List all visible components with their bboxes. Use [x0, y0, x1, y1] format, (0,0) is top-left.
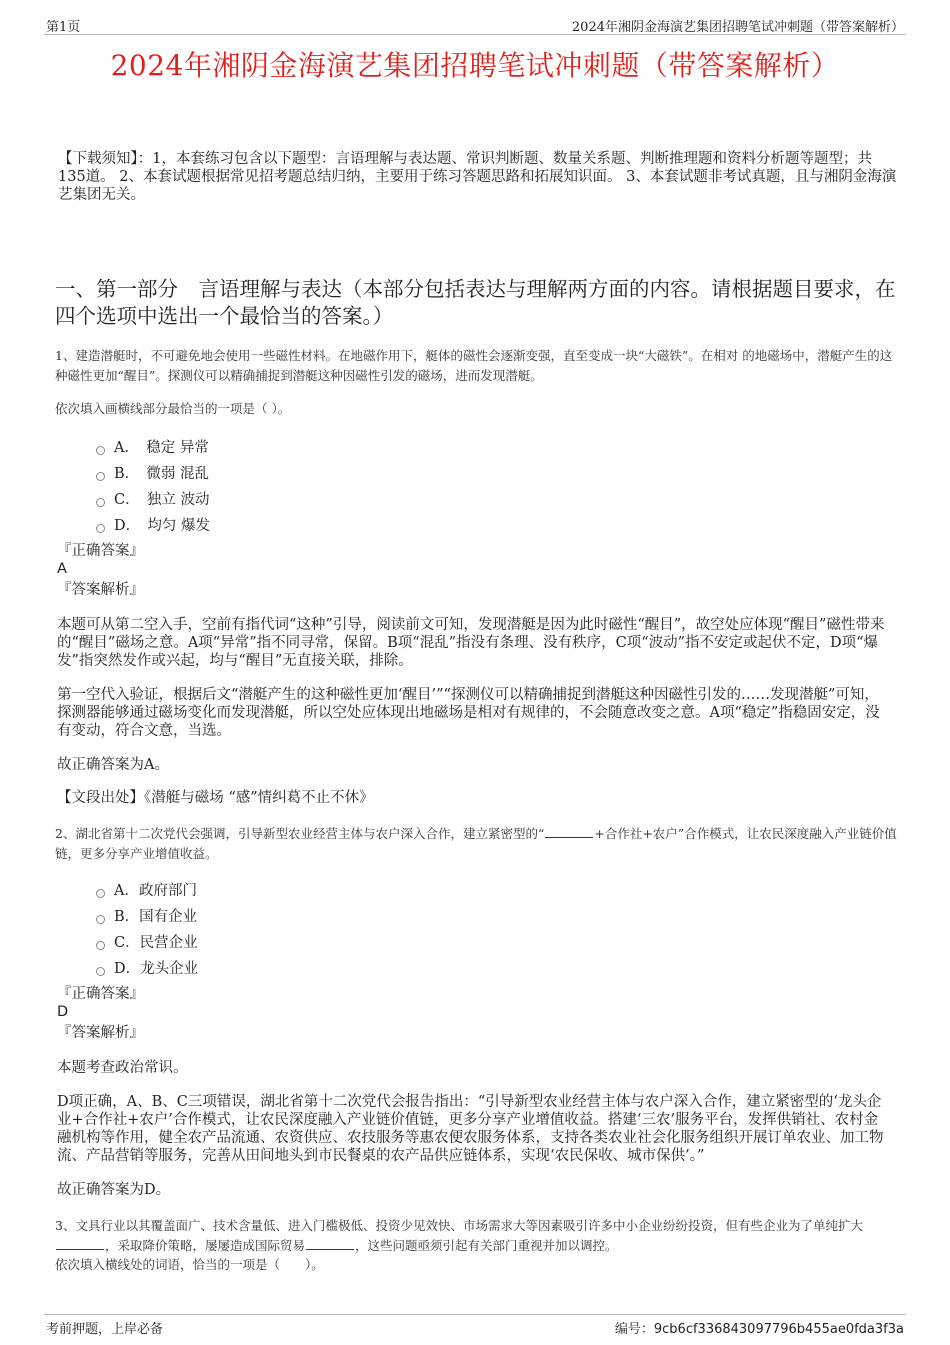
option-label: A．政府部门 — [114, 882, 197, 899]
page-number: 第1页 — [46, 20, 81, 35]
document-code — [615, 1318, 904, 1337]
radio-icon[interactable] — [96, 889, 105, 898]
code-label: 编号： — [614, 1322, 654, 1337]
radio-icon[interactable] — [96, 941, 105, 950]
correct-answer-label: 『正确答案』 — [57, 543, 144, 559]
stem-text: 2、湖北省第十二次党代会强调，引导新型农业经营主体与农户深入合作，建立紧密型的“ — [55, 826, 545, 841]
analysis-paragraph: 本题考查政治常识。 — [57, 1060, 188, 1076]
stem-text: 3、文具行业以其覆盖面广、技术含量低、进入门槛极低、投资少见效快、市场需求大等因素吸引许多中小企业纷纷投资，但有些企业为了单纯扩大 — [55, 1218, 863, 1233]
page-title: 2024年湘阴金海演艺集团招聘笔试冲刺题（带答案解析） — [110, 49, 840, 82]
radio-icon[interactable] — [96, 446, 105, 455]
option-c[interactable] — [96, 485, 210, 511]
option-label: B．国有企业 — [114, 908, 198, 925]
analysis-conclusion: 故正确答案为D。 — [57, 1182, 171, 1198]
option-a[interactable] — [96, 433, 210, 459]
analysis-conclusion: 故正确答案为A。 — [57, 757, 169, 773]
question-3-prompt: 依次填入横线处的词语，恰当的一项是（ ）。 — [55, 1257, 324, 1272]
option-c[interactable] — [96, 928, 198, 954]
option-label: B． 微弱 混乱 — [114, 465, 210, 482]
analysis-paragraph: 第一空代入验证，根据后文“潜艇产生的这种磁性更加‘醒目’”“探测仪可以精确捕捉到潜艇这种因磁性引发的……发现潜艇”可知，探测器能够通过磁场变化而发现潜艇，所以空处应体现出地磁场是相对有规律的，不会随意改变之意。A项“稳定”指稳固安定，没有变动，符合文意，当选。 — [57, 687, 880, 739]
question-2-stem — [55, 824, 900, 863]
fill-blank — [545, 825, 593, 838]
option-b[interactable] — [96, 459, 210, 485]
option-d[interactable] — [96, 954, 198, 980]
source-citation: 【文段出处】《潜艇与磁场 “感”情纠葛不止不休》 — [57, 790, 374, 806]
correct-answer-label: 『正确答案』 — [57, 986, 144, 1002]
section-heading: 一、第一部分 言语理解与表达（本部分包括表达与理解两方面的内容。请根据题目要求，在四个选项中选出一个最恰当的答案。） — [55, 277, 896, 328]
analysis-label: 『答案解析』 — [57, 1025, 144, 1041]
stem-text: ，这些问题亟须引起有关部门重视并加以调控。 — [355, 1237, 618, 1253]
option-label: C．民营企业 — [114, 934, 198, 951]
analysis-label: 『答案解析』 — [57, 582, 144, 598]
header-doc-title: 2024年湘阴金海演艺集团招聘笔试冲刺题（带答案解析） — [571, 20, 904, 35]
stem-text: ，采取降价策略，屡屡造成国际贸易 — [105, 1237, 306, 1253]
correct-answer: A — [57, 561, 67, 577]
page-footer — [44, 1314, 906, 1335]
analysis-paragraph: 本题可从第二空入手，空前有指代词“这种”引导，阅读前文可知，发现潜艇是因为此时磁性“醒目”，故空处应体现“醒目”磁性带来的“醒目”磁场之意。A项“异常”指不同寻常，保留。B项“混乱”指没有条理、没有秩序，C项“波动”指不安定或起伏不定，D项“爆发”指突然发作或兴起，均与“醒目”无直接关联，排除。 — [57, 617, 885, 669]
option-label: D． 均匀 爆发 — [114, 517, 210, 534]
question-2-options — [96, 876, 198, 980]
fill-blank — [56, 1237, 104, 1250]
question-3-stem — [55, 1216, 900, 1255]
question-1-prompt: 依次填入画横线部分最恰当的一项是（ ）。 — [55, 401, 291, 416]
download-notice: 【下载须知】：1，本套练习包含以下题型：言语理解与表达题、常识判断题、数量关系题、判断推理题和资料分析题等题型；共135道。 2、本套试题根据常见招考题总结归纳，主要用于练习答题思路和拓展知识面。 3、本套试题非考试真题，且与湘阴金海演艺集团无关。 — [58, 151, 897, 203]
question-1-stem: 1、建造潜艇时，不可避免地会使用一些磁性材料。在地磁作用下，艇体的磁性会逐渐变强，直至变成一块“大磁铁”。在相对 的地磁场中，潜艇产生的这种磁性更加“醒目”。探测仪可以精确捕捉到潜艇这种因磁性引发的磁场，进而发现潜艇。 — [55, 348, 893, 383]
page-header — [44, 14, 906, 35]
option-label: D．龙头企业 — [114, 960, 199, 977]
stem-text: +合作社+农户”合作模式，让农民深度融入产业链价值链，更多分享产业增值收益。 — [55, 826, 897, 861]
correct-answer: D — [57, 1004, 69, 1020]
radio-icon[interactable] — [96, 524, 105, 533]
radio-icon[interactable] — [96, 472, 105, 481]
option-a[interactable] — [96, 876, 198, 902]
option-d[interactable] — [96, 511, 210, 537]
code-value: 9cb6cf336843097796b455ae0fda3f3a — [653, 1322, 904, 1337]
radio-icon[interactable] — [96, 915, 105, 924]
radio-icon[interactable] — [96, 967, 105, 976]
radio-icon[interactable] — [96, 498, 105, 507]
footer-slogan: 考前押题，上岸必备 — [46, 1322, 164, 1337]
fill-blank — [306, 1237, 354, 1250]
analysis-paragraph: D项正确，A、B、C三项错误，湖北省第十二次党代会报告指出：“引导新型农业经营主体与农户深入合作，建立紧密型的‘龙头企业+合作社+农户’合作模式，让农民深度融入产业链价值链，更多分享产业增值收益。搭建‘三农’服务平台，发挥供销社、农村金融机构等作用，健全农产品流通、农资供应、农技服务等惠农便农服务体系，支持各类农业社会化服务组织开展订单农业、加工物流、产品营销等服务，完善从田间地头到市民餐桌的农产品供应链体系，实现‘农民保收、城市保供’。” — [57, 1094, 884, 1164]
option-label: C． 独立 波动 — [114, 491, 210, 508]
question-1-options — [96, 433, 210, 537]
option-b[interactable] — [96, 902, 198, 928]
option-label: A． 稳定 异常 — [114, 439, 209, 456]
